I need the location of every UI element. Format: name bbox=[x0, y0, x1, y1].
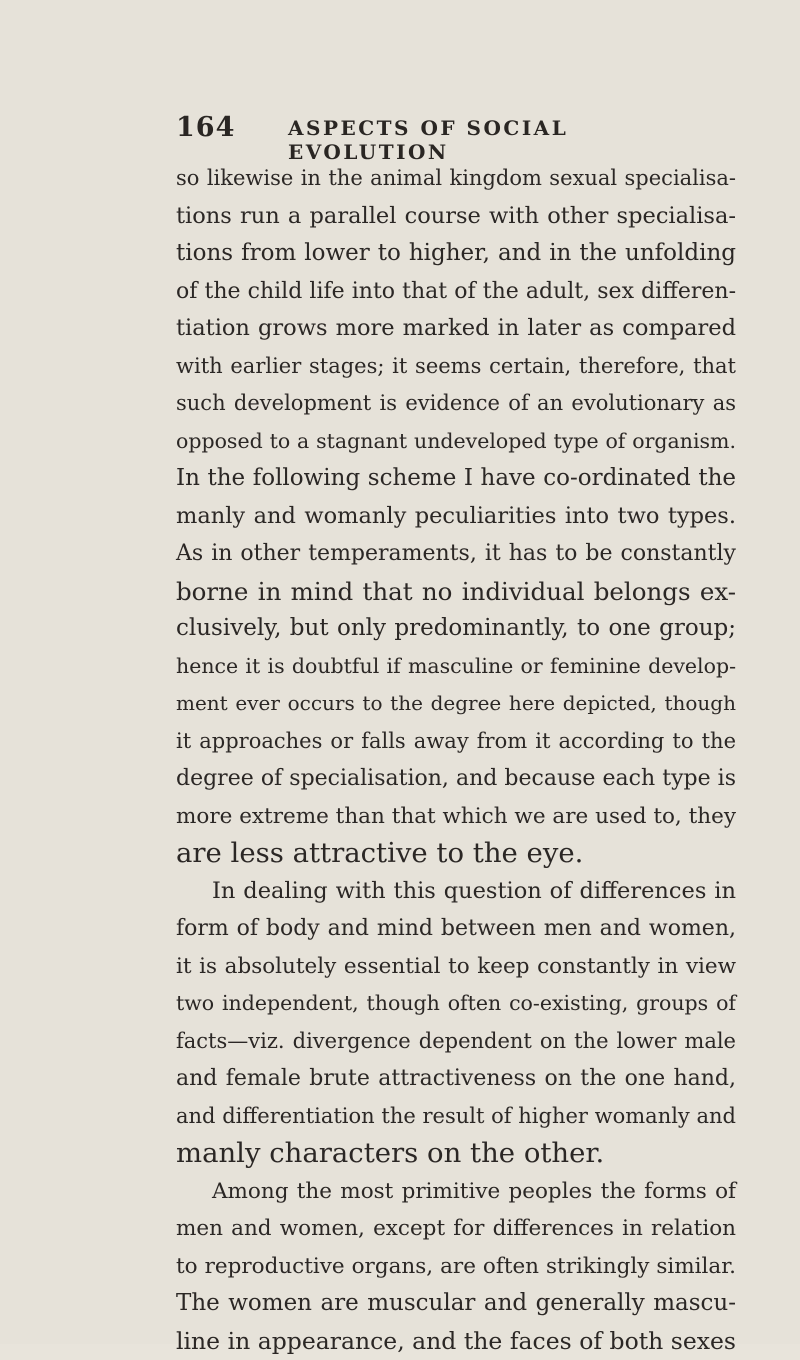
text-line: are less attractive to the eye. bbox=[176, 835, 736, 873]
paragraph bbox=[176, 873, 736, 1173]
page-number: 164 bbox=[176, 112, 235, 143]
paragraph bbox=[176, 160, 736, 873]
text-line: tiation grows more marked in later as compared bbox=[176, 310, 736, 348]
text-line: The women are muscular and generally mascu- bbox=[176, 1285, 736, 1323]
running-head: ASPECTS OF SOCIAL EVOLUTION bbox=[288, 116, 736, 164]
text-line: hence it is doubtful if masculine or feminine develop- bbox=[176, 648, 736, 686]
text-line: clusively, but only predominantly, to one group; bbox=[176, 610, 736, 648]
text-line: tions from lower to higher, and in the unfolding bbox=[176, 235, 736, 273]
text-line: In dealing with this question of differences in bbox=[176, 873, 736, 911]
text-line: with earlier stages; it seems certain, therefore, that bbox=[176, 348, 736, 386]
text-line: such development is evidence of an evolutionary as bbox=[176, 385, 736, 423]
text-line: tions run a parallel course with other specialisa- bbox=[176, 198, 736, 236]
text-line: and differentiation the result of higher womanly and bbox=[176, 1098, 736, 1136]
text-line: line in appearance, and the faces of both sexes bbox=[176, 1323, 736, 1360]
text-line: As in other temperaments, it has to be constantly bbox=[176, 535, 736, 573]
text-line: to reproductive organs, are often strikingly similar. bbox=[176, 1248, 736, 1286]
text-line: facts—viz. divergence dependent on the lower male bbox=[176, 1023, 736, 1061]
text-line: degree of specialisation, and because each type is bbox=[176, 760, 736, 798]
text-line: men and women, except for differences in relation bbox=[176, 1210, 736, 1248]
text-line: it is absolutely essential to keep constantly in view bbox=[176, 948, 736, 986]
text-line: borne in mind that no individual belongs ex- bbox=[176, 573, 736, 611]
paragraph bbox=[176, 1173, 736, 1360]
page-header bbox=[176, 112, 736, 152]
text-line: In the following scheme I have co-ordinated the bbox=[176, 460, 736, 498]
text-line: manly characters on the other. bbox=[176, 1135, 736, 1173]
text-line: it approaches or falls away from it according to the bbox=[176, 723, 736, 761]
text-line: form of body and mind between men and women, bbox=[176, 910, 736, 948]
text-line: of the child life into that of the adult, sex differen- bbox=[176, 273, 736, 311]
text-line: ment ever occurs to the degree here depicted, though bbox=[176, 685, 736, 723]
text-line: manly and womanly peculiarities into two types. bbox=[176, 498, 736, 536]
text-line: so likewise in the animal kingdom sexual specialisa- bbox=[176, 160, 736, 198]
text-line: Among the most primitive peoples the forms of bbox=[176, 1173, 736, 1211]
text-line: two independent, though often co-existing, groups of bbox=[176, 985, 736, 1023]
text-line: opposed to a stagnant undeveloped type of organism. bbox=[176, 423, 736, 461]
body-text bbox=[176, 160, 736, 1360]
text-line: and female brute attractiveness on the one hand, bbox=[176, 1060, 736, 1098]
text-line: more extreme than that which we are used to, they bbox=[176, 798, 736, 836]
